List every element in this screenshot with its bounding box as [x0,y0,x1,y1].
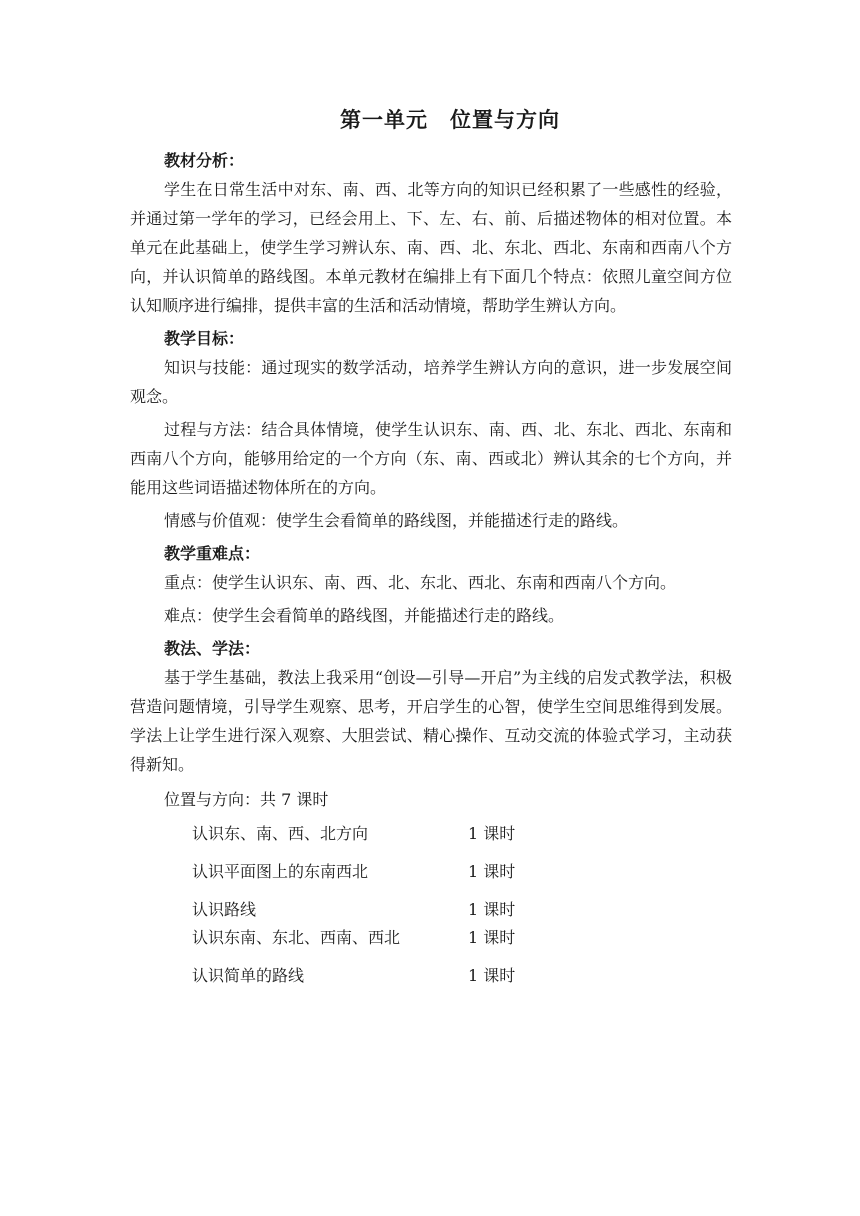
lesson-list [192,820,732,990]
lesson-name: 认识东南、东北、西南、西北 [192,928,401,947]
lesson-row [192,924,732,952]
methods-paragraph: 基于学生基础，教法上我采用“创设—引导—开启”为主线的启发式教学法，积极营造问题情境，引导学生观察、思考，开启学生的心智，使学生空间思维得到发展。学法上让学生进行深入观察、大胆尝试、精心操作、互动交流的体验式学习，主动获得新知。 [130,668,732,774]
goal-process-paragraph: 过程与方法：结合具体情境，使学生认识东、南、西、北、东北、西北、东南和西南八个方向，能够用给定的一个方向（东、南、西或北）辨认其余的七个方向，并能用这些词语描述物体所在的方向。 [130,420,732,497]
lesson-hours: 1 课时 [468,900,516,919]
lesson-name: 认识平面图上的东南西北 [192,862,369,881]
section-heading-analysis: 教材分析： [164,151,245,170]
document-title: 第一单元 位置与方向 [340,107,560,132]
goal-emotion-paragraph: 情感与价值观：使学生会看简单的路线图，并能描述行走的路线。 [164,511,629,530]
lesson-hours: 1 课时 [468,928,516,947]
focus-difficult-paragraph: 难点：使学生会看简单的路线图，并能描述行走的路线。 [164,606,565,625]
section-heading-focus: 教学重难点： [164,544,261,563]
lesson-row [192,896,732,924]
lesson-name: 认识东、南、西、北方向 [192,824,369,843]
lesson-row [192,962,732,990]
lesson-row [192,820,732,848]
goal-knowledge-paragraph: 知识与技能：通过现实的数学活动，培养学生辨认方向的意识，进一步发展空间观念。 [130,358,732,406]
schedule-title: 位置与方向：共 7 课时 [164,790,329,809]
lesson-name: 认识路线 [192,900,257,919]
lesson-name: 认识简单的路线 [192,966,305,985]
section-heading-methods: 教法、学法： [164,639,261,658]
lesson-row [192,858,732,886]
lesson-hours: 1 课时 [468,824,516,843]
lesson-hours: 1 课时 [468,862,516,881]
analysis-paragraph: 学生在日常生活中对东、南、西、北等方向的知识已经积累了一些感性的经验，并通过第一学年的学习，已经会用上、下、左、右、前、后描述物体的相对位置。本单元在此基础上，使学生学习辨认东、南、西、北、东北、西北、东南和西南八个方向，并认识简单的路线图。本单元教材在编排上有下面几个特点：依照儿童空间方位认知顺序进行编排，提供丰富的生活和活动情境，帮助学生辨认方向。 [130,180,732,315]
document-body [130,146,732,990]
lesson-hours: 1 课时 [468,966,516,985]
section-heading-goals: 教学目标： [164,329,245,348]
focus-key-paragraph: 重点：使学生认识东、南、西、北、东北、西北、东南和西南八个方向。 [164,573,677,592]
